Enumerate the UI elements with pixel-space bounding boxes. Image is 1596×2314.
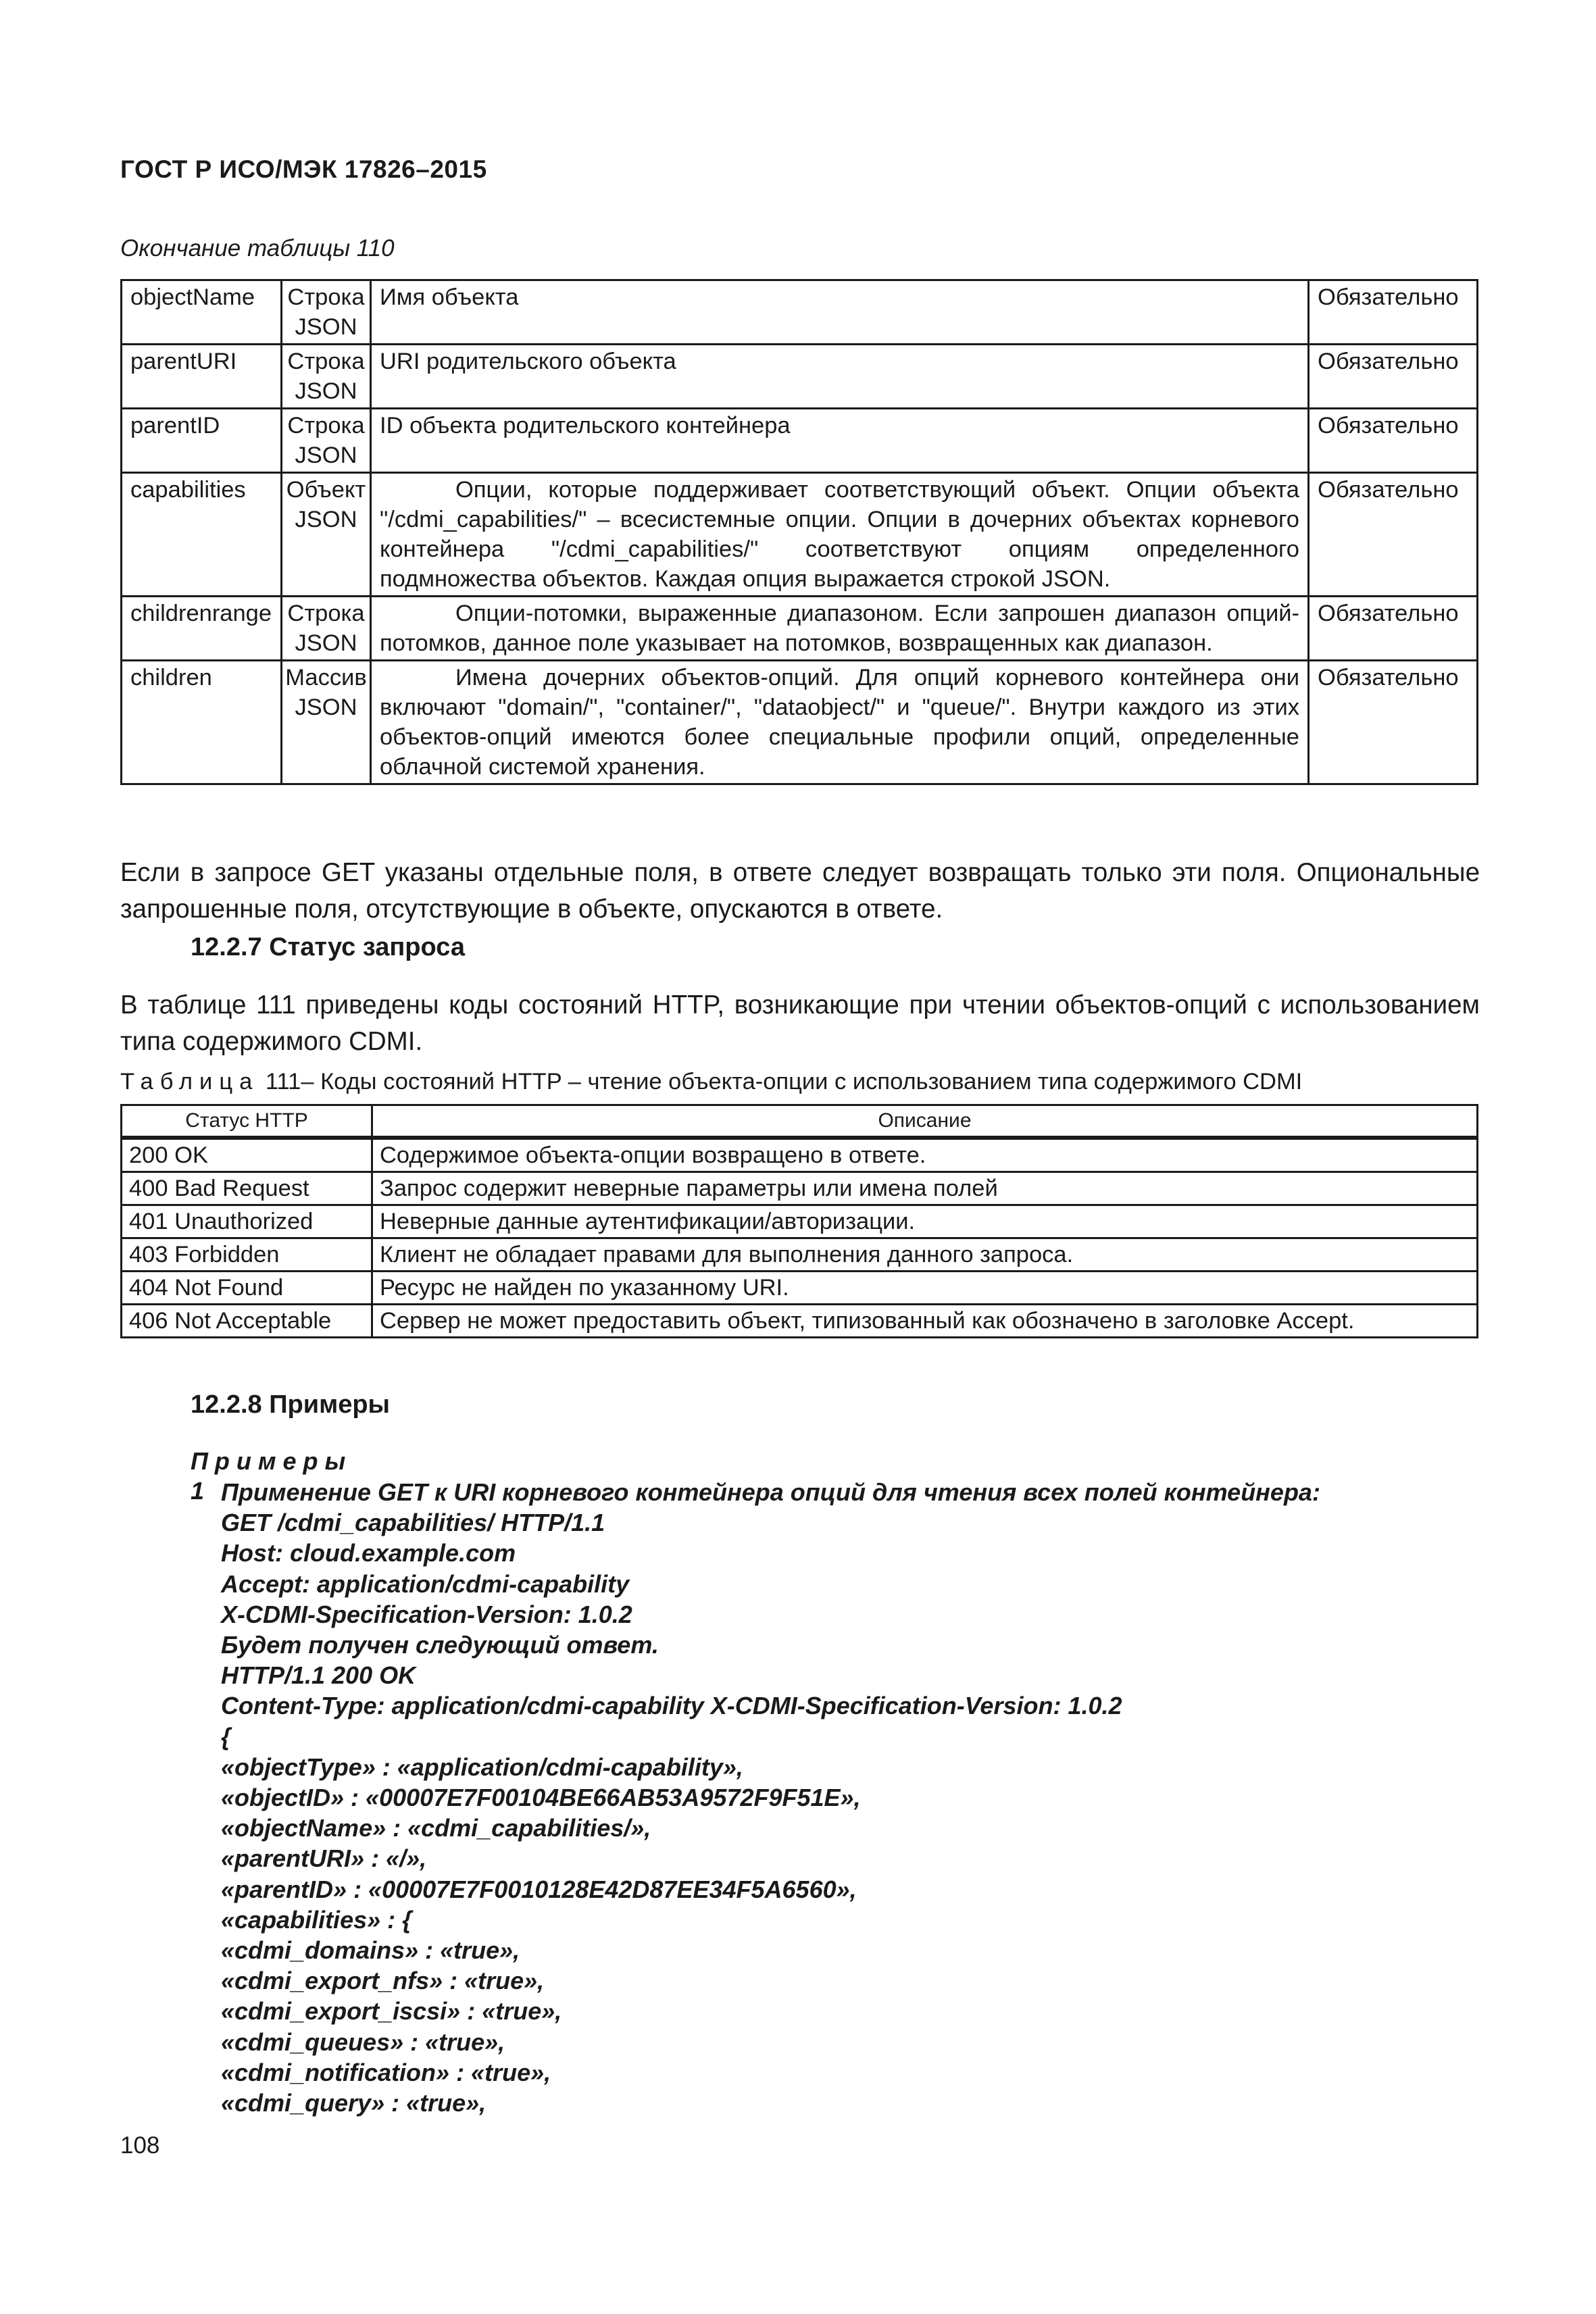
- example-line: «objectName» : «cdmi_capabilities/»,: [221, 1814, 651, 1842]
- example-line: Host: cloud.example.com: [221, 1539, 516, 1567]
- example-line: «cdmi_export_iscsi» : «true»,: [221, 1997, 562, 2026]
- field-requirement-cell: Обязательно: [1309, 597, 1478, 661]
- example-line: «cdmi_query» : «true»,: [221, 2089, 487, 2117]
- example-line: Будет получен следующий ответ.: [221, 1631, 659, 1659]
- example-line: «cdmi_export_nfs» : «true»,: [221, 1967, 545, 1995]
- table-row: [122, 597, 1478, 661]
- field-type-cell: Массив JSON: [282, 661, 371, 784]
- field-requirement-cell: Обязательно: [1309, 345, 1478, 409]
- examples-heading: Примеры: [191, 1447, 353, 1475]
- status-code-cell: 404 Not Found: [122, 1272, 372, 1305]
- table-110-caption: Окончание таблицы 110: [120, 235, 395, 261]
- table-row: [122, 1205, 1478, 1238]
- table-row: [122, 473, 1478, 597]
- example-line: «objectID» : «00007E7F00104BE66AB53A9572F9F51E»,: [221, 1784, 861, 1812]
- field-name-cell: childrenrange: [122, 597, 282, 661]
- example-line: {: [221, 1722, 231, 1751]
- table-row: [122, 345, 1478, 409]
- example-number: 1: [191, 1477, 205, 1505]
- example-line: «capabilities» : {: [221, 1905, 412, 1934]
- table-row: [122, 1305, 1478, 1338]
- paragraph-table-111-intro: В таблице 111 приведены коды состояний HTTP, возникающие при чтении объектов-опций с использованием типа содержимого CDMI.: [120, 990, 1480, 1056]
- table-111: [120, 1104, 1478, 1338]
- field-description-cell: Опции-потомки, выраженные диапазоном. Если запрошен диапазон опций-потомков, данное поле указывает на потомков, возвращенных как диапазон.: [371, 597, 1309, 661]
- page-number: 108: [120, 2132, 160, 2159]
- section-heading-12-2-8: 12.2.8 Примеры: [191, 1390, 391, 1419]
- example-line: «cdmi_queues» : «true»,: [221, 2028, 505, 2056]
- table-111-caption: [120, 1069, 1302, 1095]
- example-line: Content-Type: application/cdmi-capability X-CDMI-Specification-Version: 1.0.2: [221, 1692, 1122, 1720]
- field-requirement-cell: Обязательно: [1309, 409, 1478, 473]
- field-name-cell: capabilities: [122, 473, 282, 597]
- example-line: «cdmi_domains» : «true»,: [221, 1936, 520, 1965]
- field-type-cell: Объект JSON: [282, 473, 371, 597]
- status-description-cell: Запрос содержит неверные параметры или имена полей: [372, 1172, 1478, 1205]
- example-line: «parentURI» : «/»,: [221, 1844, 427, 1873]
- table-row: [122, 661, 1478, 784]
- status-code-cell: 401 Unauthorized: [122, 1205, 372, 1238]
- status-code-cell: 400 Bad Request: [122, 1172, 372, 1205]
- status-description-cell: Ресурс не найден по указанному URI.: [372, 1272, 1478, 1305]
- field-type-cell: Строка JSON: [282, 280, 371, 345]
- field-description-cell: Имена дочерних объектов-опций. Для опций корневого контейнера они включают "domain/", "container/", "dataobject/" и "queue/". Внутри каждого из этих объектов-опций имеются более специальные профили опций, определенные облачной системой хранения.: [371, 661, 1309, 784]
- example-line: «cdmi_notification» : «true»,: [221, 2058, 551, 2086]
- example-line: Accept: application/cdmi-capability: [221, 1569, 630, 1598]
- status-description-cell: Неверные данные аутентификации/авторизации.: [372, 1205, 1478, 1238]
- table-row: [122, 1238, 1478, 1272]
- table-row: [122, 280, 1478, 345]
- field-name-cell: parentURI: [122, 345, 282, 409]
- status-code-cell: 403 Forbidden: [122, 1238, 372, 1272]
- example-line: HTTP/1.1 200 OK: [221, 1661, 416, 1690]
- status-code-cell: 406 Not Acceptable: [122, 1305, 372, 1338]
- example-code-block: [221, 1477, 1320, 2118]
- status-code-cell: 200 OK: [122, 1138, 372, 1172]
- table-row: [122, 409, 1478, 473]
- table-row: [122, 1138, 1478, 1172]
- field-description-cell: Опции, которые поддерживает соответствующий объект. Опции объекта "/cdmi_capabilities/" – всесистемные опции. Опции в дочерних объектах корневого контейнера "/cdmi_capabilities/" соответствуют опциям определенного подмножества объектов. Каждая опция выражается строкой JSON.: [371, 473, 1309, 597]
- table-110: [120, 279, 1478, 785]
- paragraph-get-fields: Если в запросе GET указаны отдельные поля, в ответе следует возвращать только эти поля. Опциональные запрошенные поля, отсутствующие в объекте, опускаются в ответе.: [120, 858, 1480, 924]
- table-row: [122, 1272, 1478, 1305]
- section-heading-12-2-7: 12.2.7 Статус запроса: [191, 933, 465, 961]
- field-name-cell: children: [122, 661, 282, 784]
- field-description-cell: Имя объекта: [371, 280, 1309, 345]
- example-line: GET /cdmi_capabilities/ HTTP/1.1: [221, 1509, 605, 1537]
- status-description-cell: Содержимое объекта-опции возвращено в ответе.: [372, 1138, 1478, 1172]
- field-type-cell: Строка JSON: [282, 345, 371, 409]
- example-line: «objectType» : «application/cdmi-capability»,: [221, 1753, 743, 1781]
- field-type-cell: Строка JSON: [282, 409, 371, 473]
- example-line: X-CDMI-Specification-Version: 1.0.2: [221, 1600, 632, 1628]
- status-description-cell: Клиент не обладает правами для выполнения данного запроса.: [372, 1238, 1478, 1272]
- field-name-cell: parentID: [122, 409, 282, 473]
- table-111-caption-label: Таблица: [120, 1069, 259, 1095]
- field-description-cell: URI родительского объекта: [371, 345, 1309, 409]
- example-line: «parentID» : «00007E7F0010128E42D87EE34F5A6560»,: [221, 1875, 857, 1903]
- column-header-description: Описание: [372, 1105, 1478, 1138]
- document-header: ГОСТ Р ИСО/МЭК 17826–2015: [120, 155, 487, 183]
- example-line: Применение GET к URI корневого контейнера опций для чтения всех полей контейнера:: [221, 1478, 1320, 1506]
- field-requirement-cell: Обязательно: [1309, 473, 1478, 597]
- field-requirement-cell: Обязательно: [1309, 661, 1478, 784]
- table-111-caption-text: 111– Коды состояний HTTP – чтение объекта-опции с использованием типа содержимого CDMI: [265, 1069, 1303, 1095]
- column-header-status: Статус HTTP: [122, 1105, 372, 1138]
- status-description-cell: Сервер не может предоставить объект, типизованный как обозначено в заголовке Accept.: [372, 1305, 1478, 1338]
- field-name-cell: objectName: [122, 280, 282, 345]
- table-row: [122, 1172, 1478, 1205]
- field-description-cell: ID объекта родительского контейнера: [371, 409, 1309, 473]
- field-type-cell: Строка JSON: [282, 597, 371, 661]
- field-requirement-cell: Обязательно: [1309, 280, 1478, 345]
